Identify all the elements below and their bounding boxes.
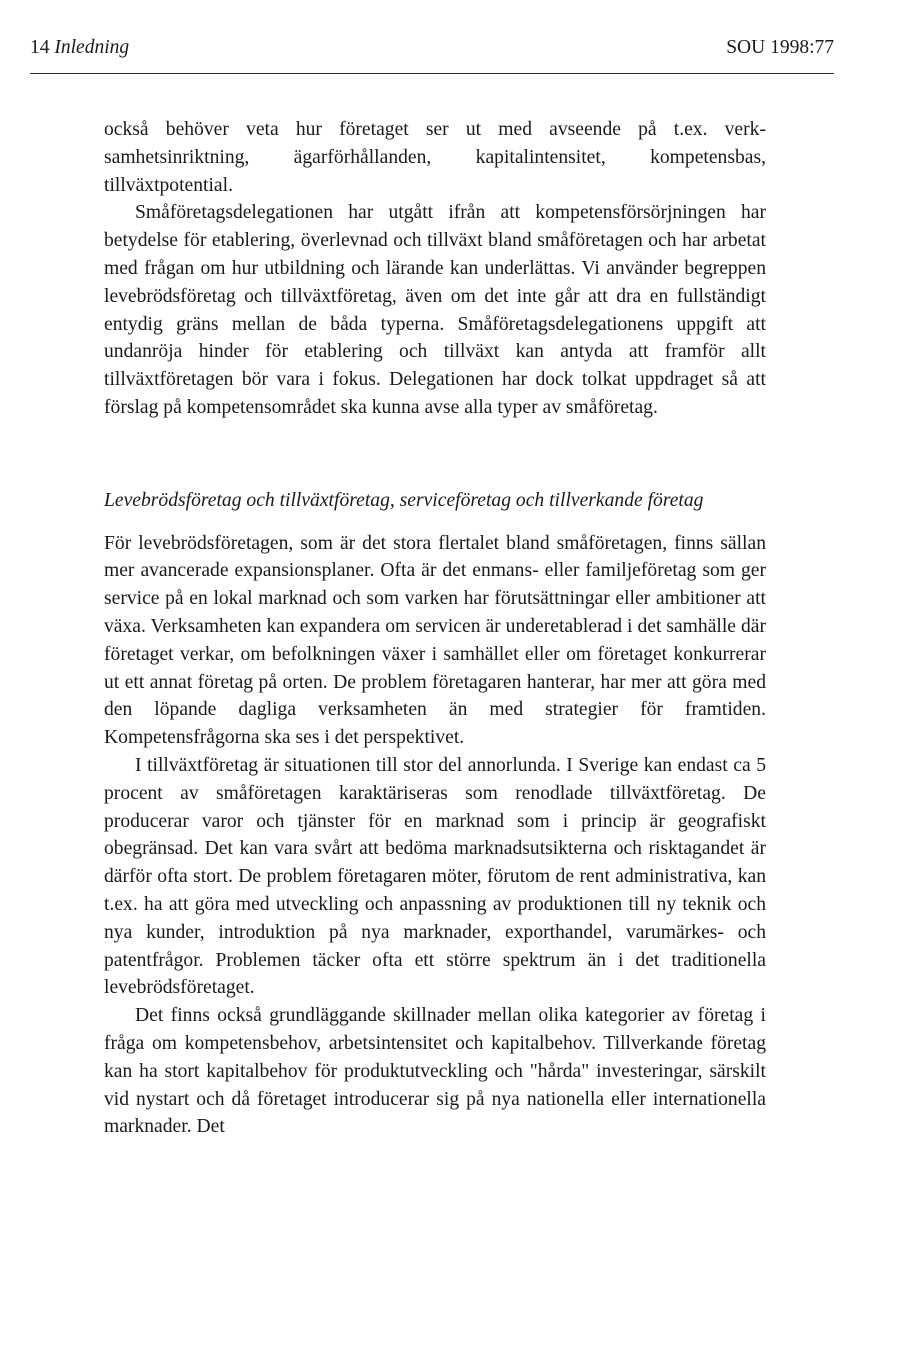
section-name: Inledning bbox=[54, 37, 130, 58]
section-heading: Levebrödsföretag och tillväxtföretag, serviceföretag och tillverkande företag bbox=[104, 489, 704, 511]
spacer bbox=[104, 515, 766, 530]
paragraph: också behöver veta hur företaget ser ut med avseende på t.ex. verksamhetsinriktning, ägarförhållanden, kapitalintensitet, kompetensbas, tillväxtpotential. bbox=[104, 119, 766, 196]
running-header bbox=[30, 33, 834, 63]
body-text bbox=[104, 116, 766, 1141]
paragraph: Det finns också grundläggande skillnader mellan olika kategorier av företag i fråga om kompetensbehov, arbetsintensitet och kapitalbehov. Tillverkande företag kan ha stort kapitalbehov för produktutveckling och "hårda" investeringar, särskilt vid nystart och då företaget introducerar sig på nya nationella eller internationella marknader. Det bbox=[104, 1005, 766, 1138]
paragraph: I tillväxtföretag är situationen till stor del annorlunda. I Sverige kan endast ca 5 procent av småföretagen karaktäriseras som renodlade tillväxtföretag. De producerar varor och tjänster för en marknad som i princip är geografiskt obegränsad. Det kan vara svårt att bedöma marknadsutsikterna och risktagandet är därför ofta stort. De problem företagaren möter, förutom de rent administrativa, kan t.ex. ha att göra med utveckling och anpassning av produktionen till ny teknik och nya kunder, introduktion på nya marknader, exporthandel, varumärkes- och patentfrågor. Problemen täcker ofta ett större spektrum än i det traditionella levebrödsföretaget. bbox=[104, 754, 766, 999]
header-rule bbox=[30, 73, 834, 74]
paragraph: För levebrödsföretagen, som är det stora flertalet bland småföretagen, finns sällan mer avancerade expansionsplaner. Ofta är det enmans- eller familjeföretag som ger service på en lokal marknad och som varken har förutsättningar eller ambitioner att växa. Verksamheten kan expandera om servicen är underetablerad i det samhälle där företaget verkar, om befolkningen växer i samhället eller om företaget konkurrerar ut ett annat företag på orten. De problem företagaren hanterar, har mer att göra med den löpande dagliga verksamheten än med strategier för framtiden. Kompetensfrågorna ska ses i det perspektivet. bbox=[104, 532, 766, 749]
paragraph: Småföretagsdelegationen har utgått ifrån att kompetensförsörjningen har betydelse för etablering, överlevnad och tillväxt bland småföretagen och har arbetat med frågan om hur utbildning och lärande kan underlättas. Vi använder begreppen levebrödsföretag och tillväxtföretag, även om det inte går att dra en fullständigt entydig gräns mellan de båda typerna. Småföretagsdelegationens uppgift att undanröja hinder för etablering och tillväxt kan antyda att framför allt tillväxtföretagen bör vara i fokus. Delegationen har dock tolkat uppdraget så att förslag på kompetensområdet ska kunna avse alla typer av småföretag. bbox=[104, 202, 766, 418]
spacer bbox=[104, 422, 766, 487]
header-left bbox=[30, 33, 129, 63]
document-id: SOU 1998:77 bbox=[726, 37, 834, 58]
page-number: 14 bbox=[30, 37, 50, 58]
